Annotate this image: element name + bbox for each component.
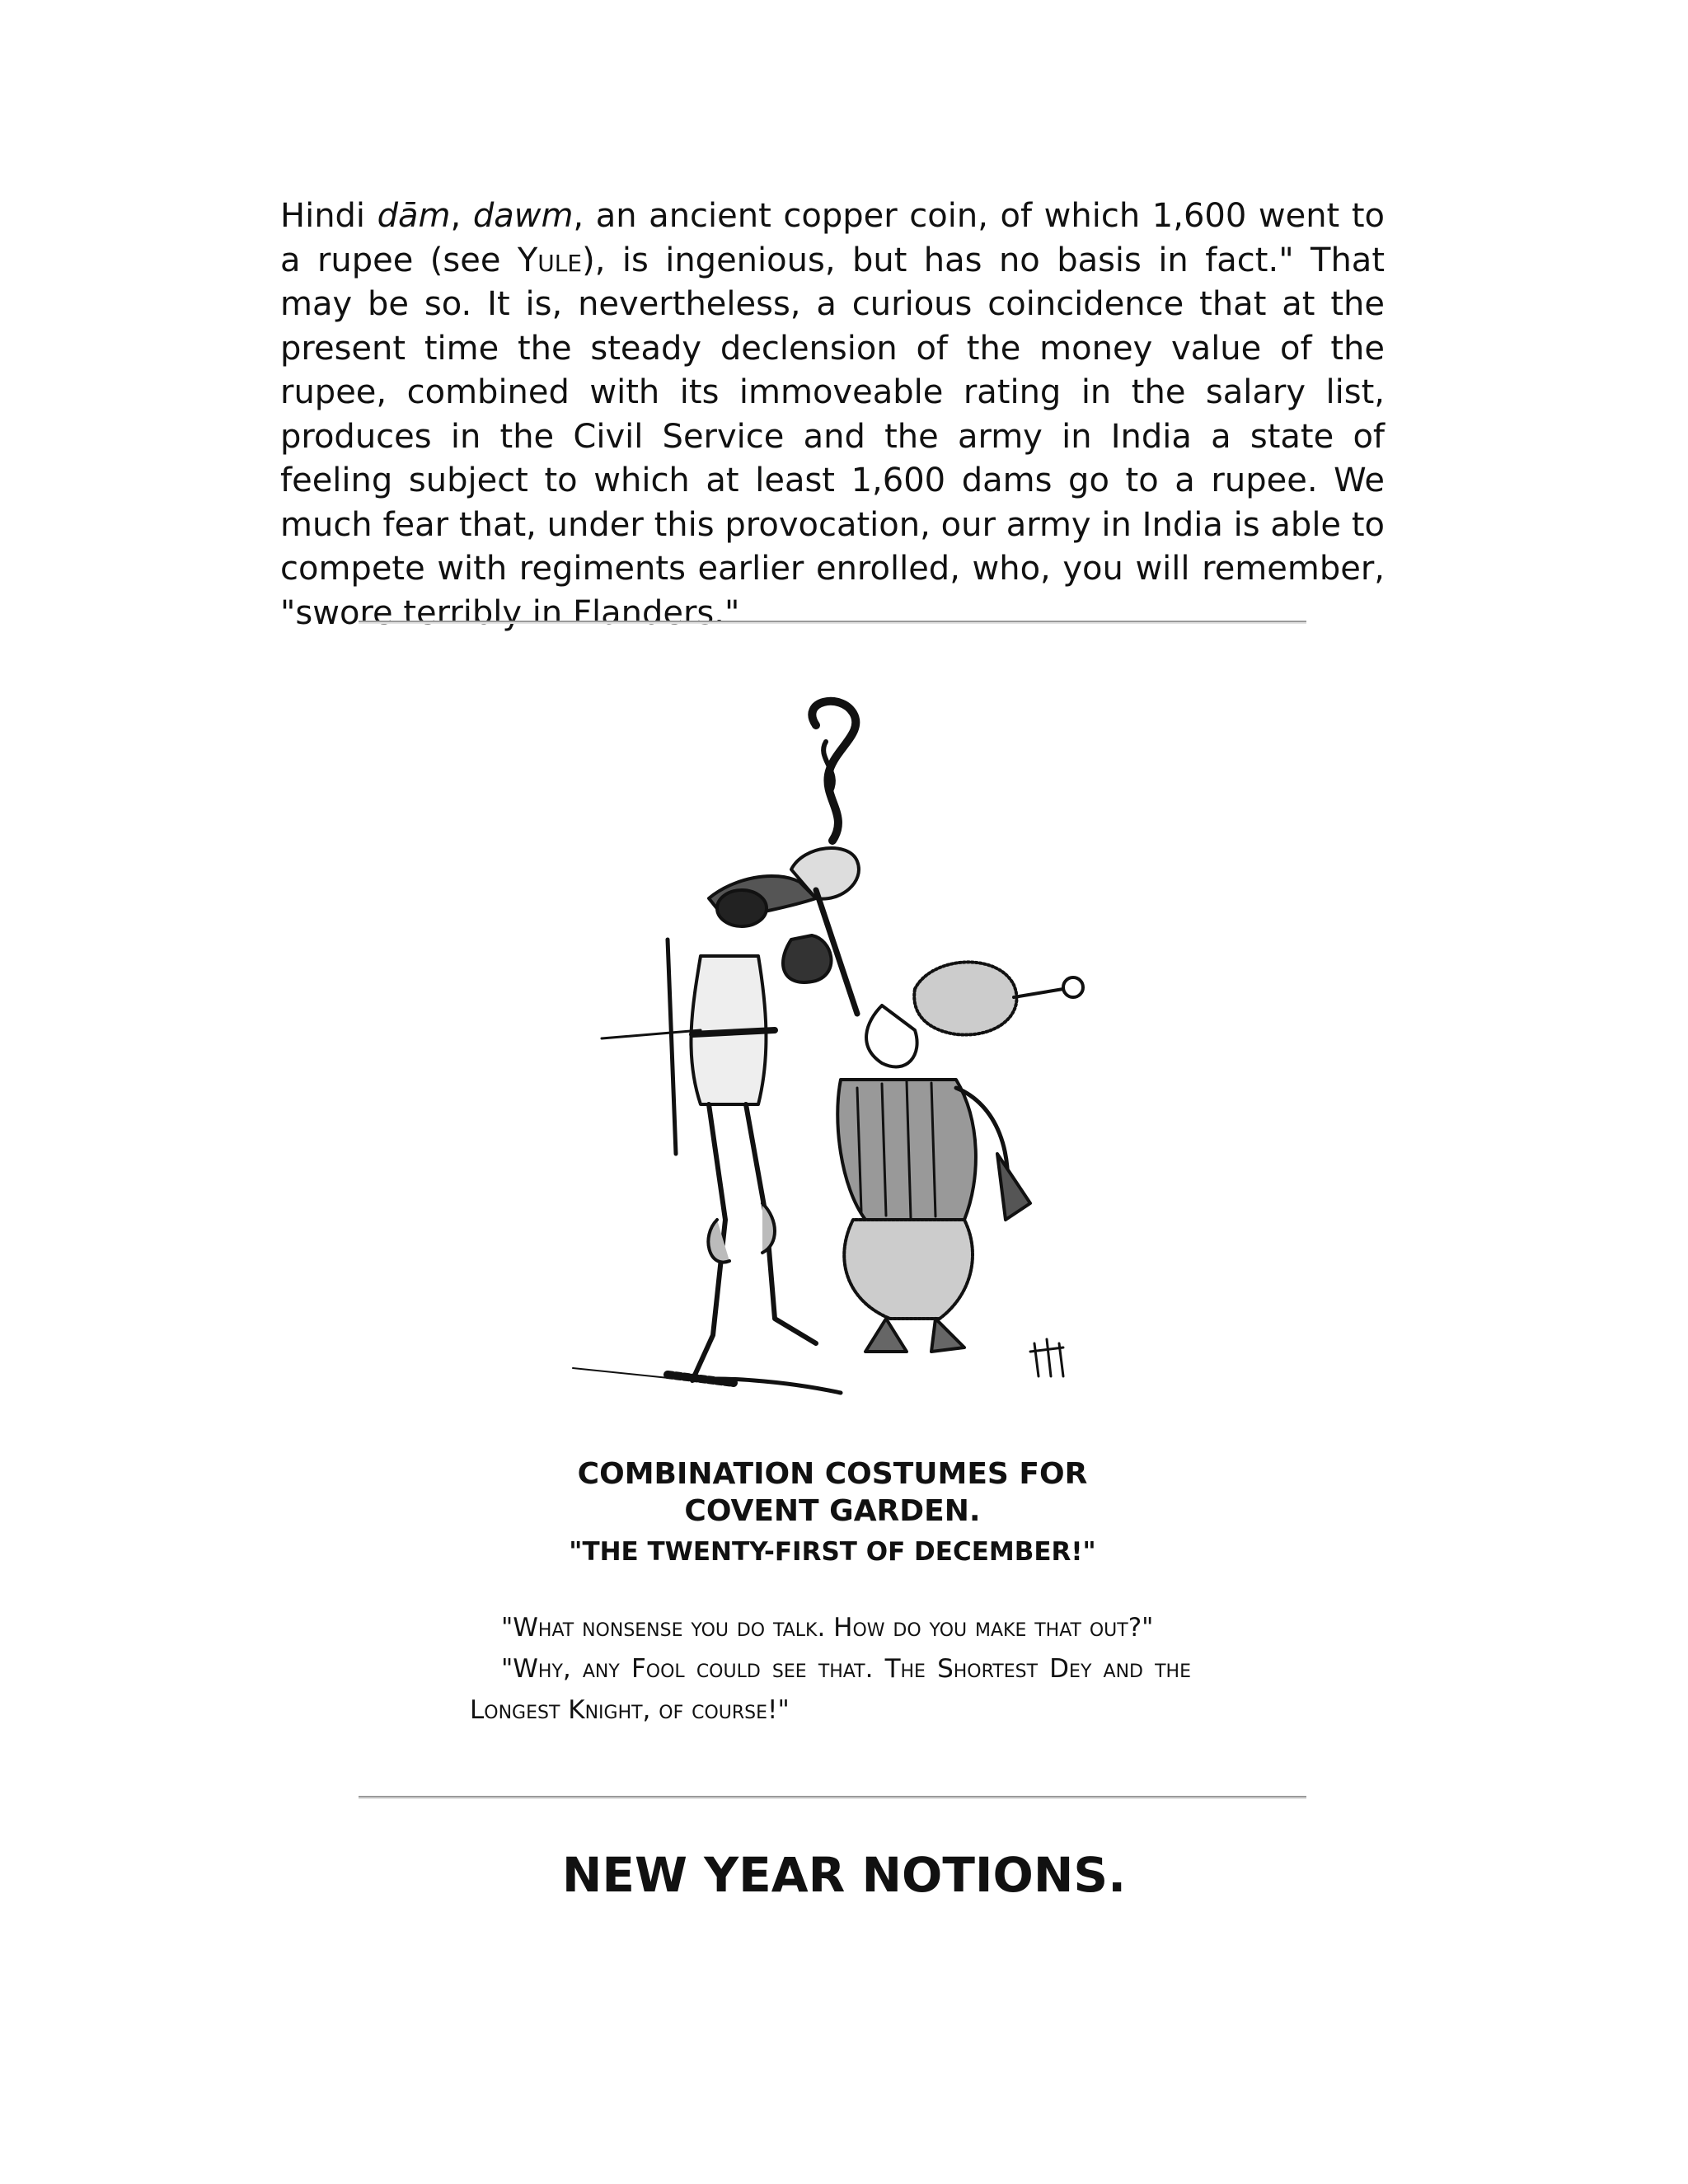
dey-turban xyxy=(914,962,1016,1034)
horizontal-rule-top xyxy=(359,621,1306,624)
caption-subtitle: "THE TWENTY-FIRST OF DECEMBER!" xyxy=(569,1537,1096,1567)
horizontal-rule-bottom xyxy=(359,1796,1306,1799)
illustration-caption xyxy=(462,1455,1203,1571)
paragraph-text-part1: , an ancient copper coin, of which 1,600 went to a rupee (see xyxy=(280,197,1385,279)
cartoon-illustration xyxy=(569,692,1113,1418)
caption-dialog xyxy=(470,1607,1191,1731)
paragraph-term-dam: dām xyxy=(377,197,451,235)
plume xyxy=(812,701,856,841)
caption-title: COMBINATION COSTUMES FOR COVENT GARDEN. xyxy=(577,1457,1088,1528)
paragraph-text-part2: ), is ingenious, but has no basis in fact." That may be so. It is, nevertheless, a curious coincidence that at the present time the steady declension of the money value of the rupee, combined with its immoveable rating in the salary list, produces in the Civil Service and the army in India a state of feeling subject to which at least 1,600 dams go to a rupee. We much fear that, under this provocation, our army in India is able to compete with regiments earlier enrolled, who, you will remember, "swore terribly in Flanders." xyxy=(280,241,1385,632)
paragraph-term-dawm: dawm xyxy=(472,197,574,235)
body-paragraph xyxy=(280,194,1385,635)
paragraph-separator: , xyxy=(450,197,473,235)
paragraph-yule-reference: Yule xyxy=(517,241,583,279)
paragraph-lead: Hindi xyxy=(280,197,377,235)
dialog-line-2: "Why, any Fool could see that. The Shortest Dey and the Longest Knight, of course!" xyxy=(470,1654,1191,1725)
dialog-line-1: "What nonsense you do talk. How do you make that out?" xyxy=(501,1613,1154,1643)
artist-monogram xyxy=(1030,1339,1063,1376)
section-headline: NEW YEAR NOTIONS. xyxy=(561,1847,1127,1903)
